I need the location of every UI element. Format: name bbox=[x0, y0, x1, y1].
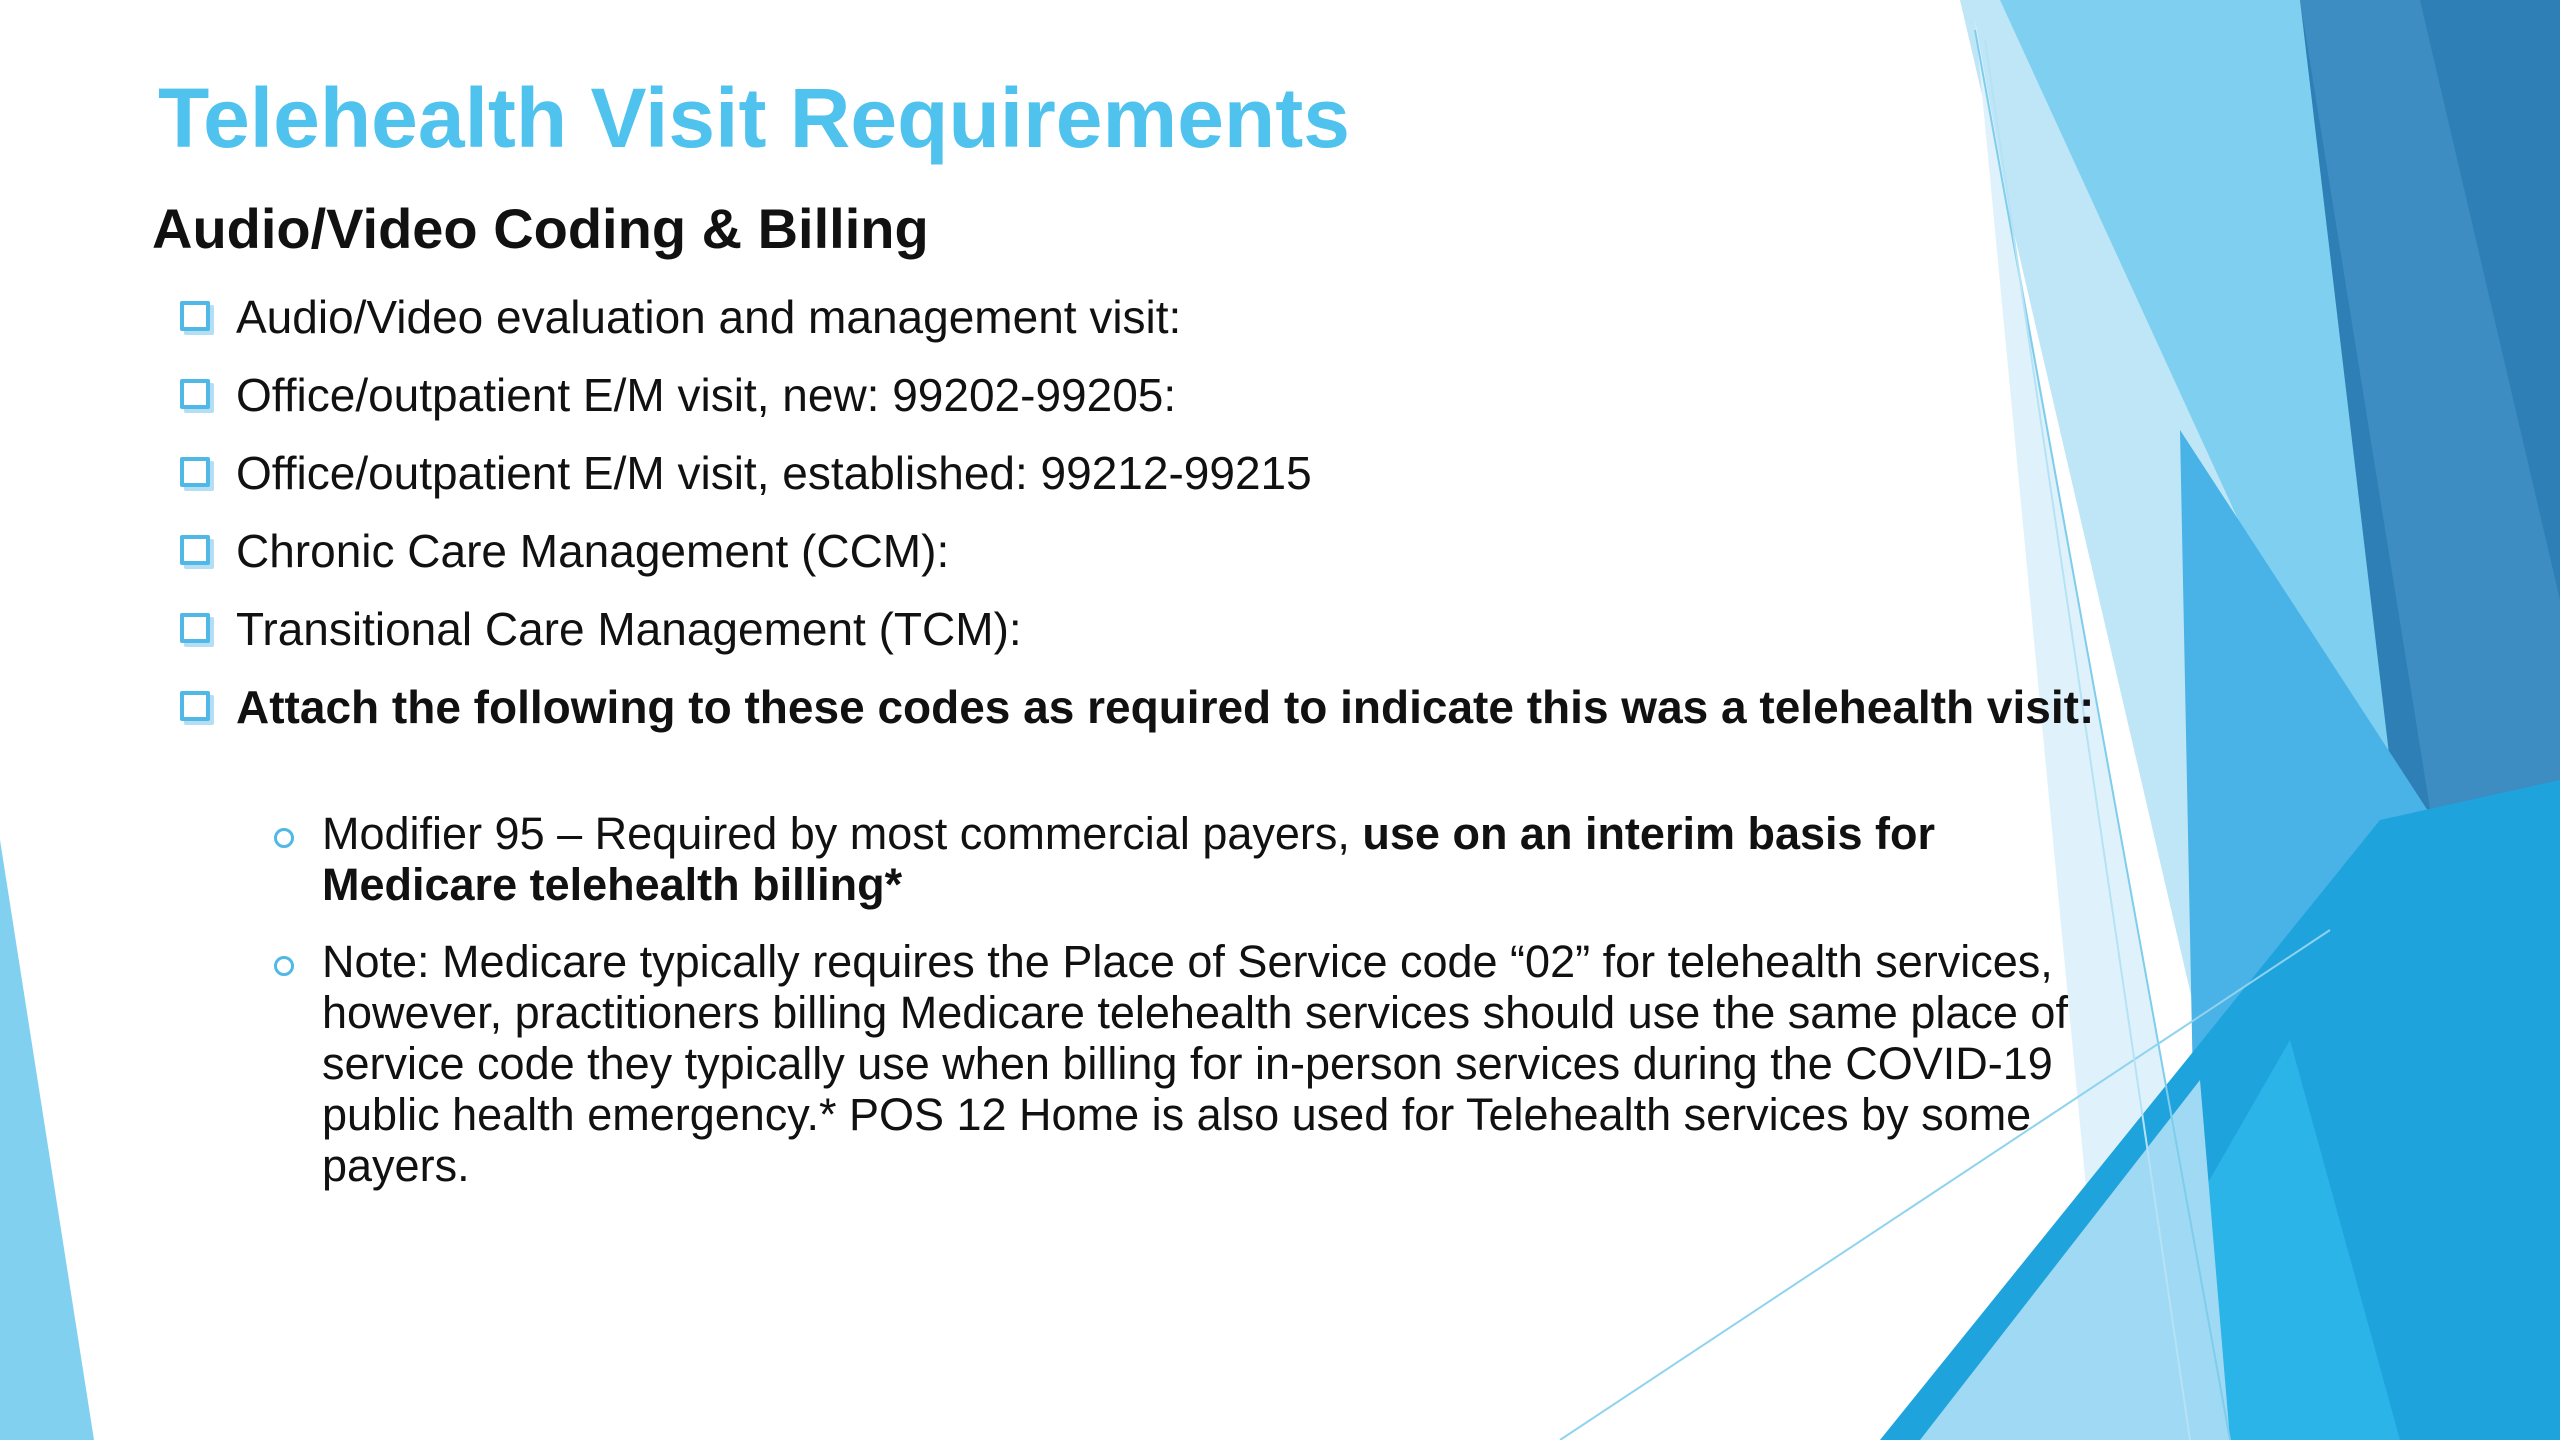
left-accent-shape bbox=[0, 840, 94, 1440]
bullet-text: Office/outpatient E/M visit, established: 99212-99215 bbox=[236, 447, 1312, 499]
circle-icon bbox=[274, 956, 294, 976]
sub-bullet-text: Modifier 95 – Required by most commercial payers, bbox=[322, 808, 1363, 859]
bullet-item bbox=[176, 676, 2176, 754]
checkbox-icon bbox=[180, 613, 210, 643]
bullet-text: Chronic Care Management (CCM): bbox=[236, 525, 950, 577]
circle-icon bbox=[274, 828, 294, 848]
bullet-text: Attach the following to these codes as required to indicate this was a telehealth visit: bbox=[236, 681, 2095, 733]
checkbox-icon bbox=[180, 535, 210, 565]
slide-subtitle: Audio/Video Coding & Billing bbox=[152, 197, 929, 260]
sub-bullet-item bbox=[270, 936, 2130, 1191]
bullet-list bbox=[176, 286, 2176, 754]
sub-bullet-item bbox=[270, 808, 2130, 910]
bullet-item bbox=[176, 598, 2176, 676]
checkbox-icon bbox=[180, 457, 210, 487]
sub-bullet-text: Note: Medicare typically requires the Place of Service code “02” for telehealth services, however, practitioners billing Medicare telehealth services should use the same place of service code they typically use when billing for in-person services during the COVID-19 public health emergency.* POS 12 Home is also used for Telehealth services by some payers. bbox=[322, 936, 2068, 1191]
bullet-text: Transitional Care Management (TCM): bbox=[236, 603, 1022, 655]
checkbox-icon bbox=[180, 301, 210, 331]
bullet-item bbox=[176, 286, 2176, 364]
sub-bullet-bold-text: use on an interim basis for Medicare telehealth billing* bbox=[322, 808, 1936, 910]
bullet-text: Audio/Video evaluation and management visit: bbox=[236, 291, 1182, 343]
sub-bullet-list bbox=[270, 808, 2130, 1217]
checkbox-icon bbox=[180, 691, 210, 721]
bullet-item bbox=[176, 364, 2176, 442]
bullet-item bbox=[176, 520, 2176, 598]
checkbox-icon bbox=[180, 379, 210, 409]
bullet-text: Office/outpatient E/M visit, new: 99202-99205: bbox=[236, 369, 1177, 421]
bullet-item bbox=[176, 442, 2176, 520]
slide-title: Telehealth Visit Requirements bbox=[158, 71, 1350, 165]
